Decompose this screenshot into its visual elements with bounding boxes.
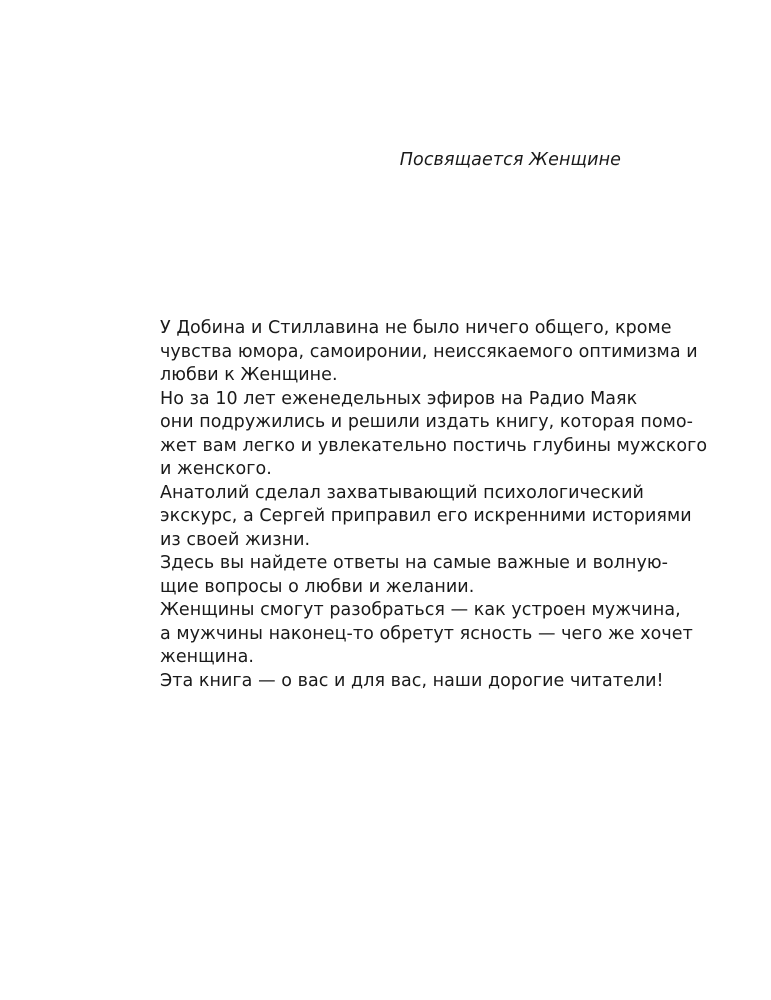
body-text — [133, 317, 708, 693]
text-line: а мужчины наконец-то обретут ясность — чего же хочет — [160, 623, 693, 644]
text-line: Но за 10 лет еженедельных эфиров на Радио Маяк — [160, 388, 638, 409]
dedication: Посвящается Женщине — [399, 150, 621, 170]
paragraph-1 — [133, 317, 698, 388]
text-line: чувства юмора, самоиронии, неиссякаемого оптимизма и — [160, 341, 698, 362]
text-line: Эта книга — о вас и для вас, наши дорогие читатели! — [160, 670, 664, 691]
text-line: жет вам легко и увлекательно постичь глубины мужского — [160, 435, 708, 456]
text-line: женщина. — [160, 647, 254, 667]
text-line: из своей жизни. — [160, 529, 311, 550]
paragraph-3 — [133, 482, 692, 553]
text-line: они подружились и решили издать книгу, которая помо- — [160, 412, 694, 432]
paragraph-4 — [133, 552, 669, 599]
paragraph-5 — [133, 599, 693, 670]
text-line: и женского. — [160, 459, 272, 479]
text-line: щие вопросы о любви и желании. — [160, 576, 475, 597]
text-line: Здесь вы найдете ответы на самые важные и волную- — [160, 553, 669, 573]
text-line: У Добина и Стиллавина не было ничего общего, кроме — [160, 318, 672, 338]
text-line: Анатолий сделал захватывающий психологический — [160, 482, 644, 503]
paragraph-2 — [133, 388, 708, 482]
paragraph-6 — [133, 670, 664, 694]
text-line: любви к Женщине. — [160, 365, 338, 385]
text-line: Женщины смогут разобраться — как устроен мужчина, — [160, 600, 681, 620]
text-line: экскурс, а Сергей приправил его искренними историями — [160, 506, 692, 526]
